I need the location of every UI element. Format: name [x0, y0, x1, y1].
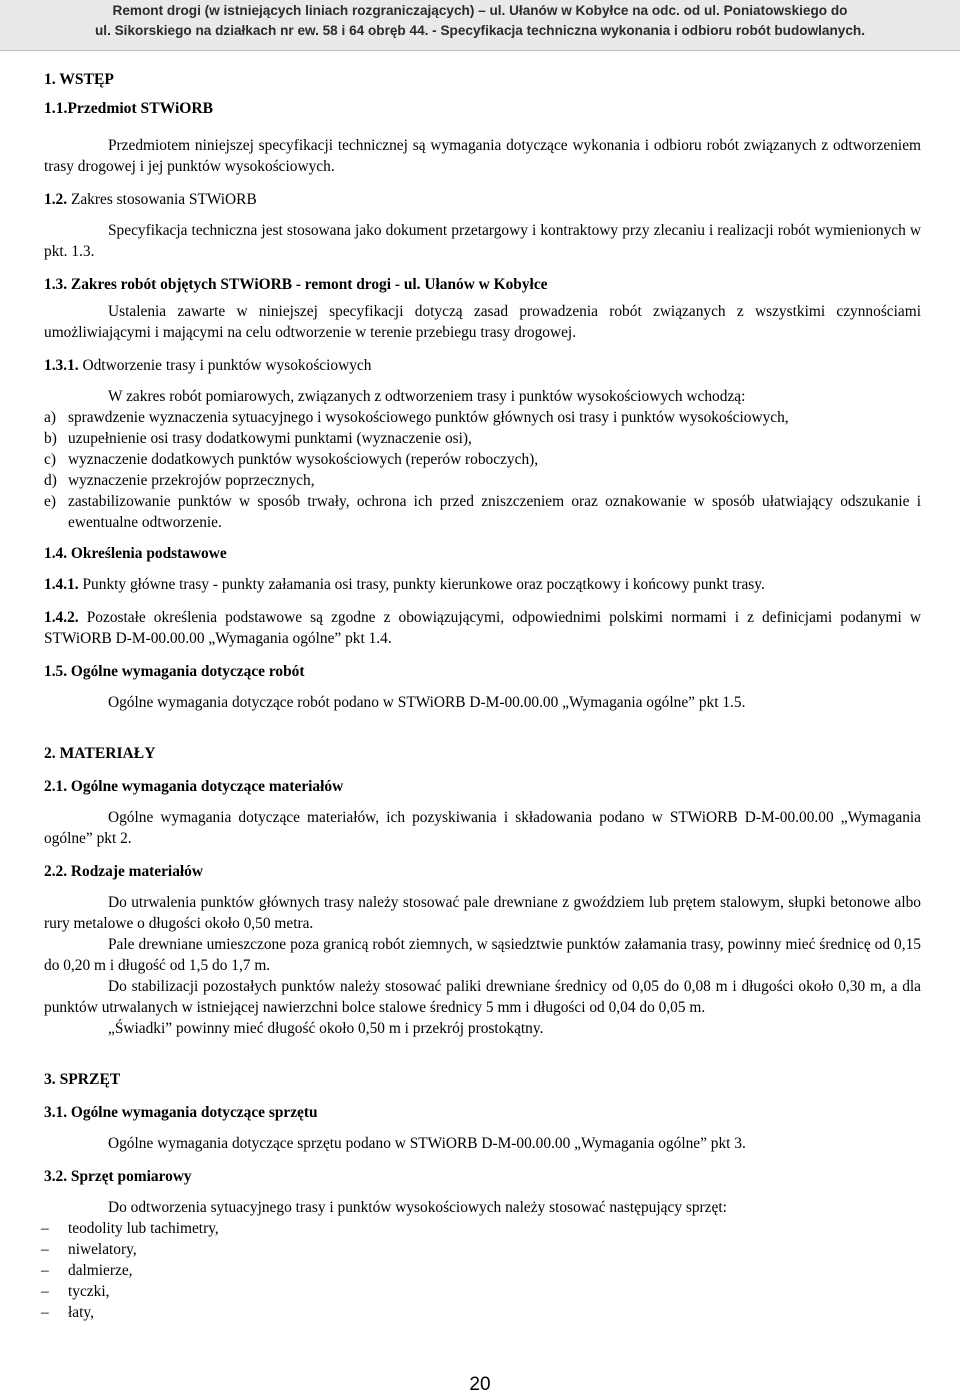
list-item: – łaty, — [41, 1304, 94, 1321]
section-1-3-1-heading — [44, 355, 921, 376]
dash-marker: – — [41, 1304, 49, 1321]
section-2-2-paragraph-4: „Świadki” powinny mieć długość około 0,50 m i przekrój prostokątny. — [108, 1020, 544, 1037]
section-1-4-1-number: 1.4.1. — [44, 576, 79, 593]
section-1-5-heading: 1.5. Ogólne wymagania dotyczące robót — [44, 663, 305, 680]
section-1-2-number: 1.2. — [44, 191, 68, 208]
list-item: e) zastabilizowanie punktów w sposób trwały, ochrona ich przed zniszczeniem oraz oznakowanie w sposób ułatwiający odszukanie i ewentualne odtworzenie. — [44, 493, 921, 531]
section-1-3-text: Ustalenia zawarte w niniejszej specyfikacji dotyczą zasad prowadzenia robót związanych z wszystkimi czynnościami umożliwiającymi i mającymi na celu odtworzenie w terenie przebiegu trasy drogowej. — [44, 303, 921, 341]
dash-marker: – — [41, 1283, 49, 1300]
dash-marker: – — [41, 1241, 49, 1258]
section-2-1-text: Ogólne wymagania dotyczące materiałów, ich pozyskiwania i składowania podano w STWiORB D-M-00.00.00 „Wymagania ogólne” pkt 2. — [44, 809, 921, 847]
section-1-1-text: Przedmiotem niniejszej specyfikacji technicznej są wymagania dotyczące wykonania i odbioru robót związanych z odtworzeniem trasy drogowej i jej punktów wysokościowych. — [44, 137, 921, 175]
section-2-2-paragraph-2: Pale drewniane umieszczone poza granicą robót ziemnych, w sąsiedztwie punktów załamania trasy, powinny mieć średnicę od 0,15 do 0,20 m i długość od 1,5 do 1,7 m. — [44, 936, 921, 974]
header-line-2: ul. Sikorskiego na działkach nr ew. 58 i 64 obręb 44. - Specyfikacja techniczna wykonania i odbioru robót budowlanych. — [94, 23, 865, 38]
section-1-1-heading: 1.1.Przedmiot STWiORB — [44, 100, 214, 117]
list-item: – dalmierze, — [41, 1262, 133, 1279]
section-1-4-1-text: Punkty główne trasy - punkty załamania osi trasy, punkty kierunkowe oraz początkowy i końcowy punkt trasy. — [82, 576, 765, 593]
list-item: d) wyznaczenie przekrojów poprzecznych, — [44, 472, 315, 489]
list-item: – teodolity lub tachimetry, — [41, 1220, 219, 1237]
section-1-3-1-title: Odtworzenie trasy i punktów wysokościowych — [82, 357, 372, 374]
section-1-2-title: Zakres stosowania STWiORB — [70, 191, 257, 208]
section-1-3-1-list — [44, 407, 921, 533]
section-3-2-text: Do odtworzenia sytuacyjnego trasy i punktów wysokościowych należy stosować następujący sprzęt: — [108, 1199, 727, 1216]
section-2-2-paragraph-3: Do stabilizacji pozostałych punktów należy stosować paliki drewniane średnicy od 0,05 do 0,08 m i długości około 0,30 m, a dla punktów utrwalanych w istniejącej nawierzchni bolce stalowe średnicy 5 mm i długości od 0,04 do 0,05 m. — [44, 978, 921, 1016]
section-1-4-2-number: 1.4.2. — [44, 609, 79, 626]
header-line-1: Remont drogi (w istniejących liniach rozgraniczających) – ul. Ułanów w Kobyłce na odc. od ul. Poniatowskiego do — [112, 3, 848, 18]
dash-marker: – — [41, 1220, 49, 1237]
section-3-2-heading: 3.2. Sprzęt pomiarowy — [44, 1168, 192, 1185]
section-2-heading: 2. MATERIAŁY — [44, 745, 156, 762]
section-1-5-text: Ogólne wymagania dotyczące robót podano w STWiORB D-M-00.00.00 „Wymagania ogólne” pkt 1.5. — [108, 694, 746, 711]
page-number: 20 — [469, 1374, 491, 1395]
section-2-2-heading: 2.2. Rodzaje materiałów — [44, 863, 203, 880]
running-header — [0, 0, 960, 51]
section-1-heading: 1. WSTĘP — [44, 71, 114, 88]
equipment-list — [41, 1218, 921, 1323]
section-1-2-heading — [44, 189, 921, 210]
dash-marker: – — [41, 1262, 49, 1279]
section-1-4-heading: 1.4. Określenia podstawowe — [44, 545, 227, 562]
section-1-4-2-text: Pozostałe określenia podstawowe są zgodne z obowiązującymi, odpowiednimi polskimi normami i z definicjami podanymi w STWiORB D-M-00.00.00 „Wymagania ogólne” pkt 1.4. — [44, 609, 921, 647]
document-body — [41, 60, 921, 1323]
section-1-3-1-number: 1.3.1. — [44, 357, 79, 374]
section-3-heading: 3. SPRZĘT — [44, 1071, 121, 1088]
section-3-1-text: Ogólne wymagania dotyczące sprzętu podano w STWiORB D-M-00.00.00 „Wymagania ogólne” pkt 3. — [108, 1135, 746, 1152]
section-1-2-text: Specyfikacja techniczna jest stosowana jako dokument przetargowy i kontraktowy przy zlecaniu i realizacji robót wymienionych w pkt. 1.3. — [44, 222, 921, 260]
list-item: a) sprawdzenie wyznaczenia sytuacyjnego i wysokościowego punktów głównych osi trasy i punktów wysokościowych, — [44, 409, 789, 426]
section-3-1-heading: 3.1. Ogólne wymagania dotyczące sprzętu — [44, 1104, 318, 1121]
section-1-4-1 — [44, 574, 921, 595]
list-item: – niwelatory, — [41, 1241, 137, 1258]
section-2-1-heading: 2.1. Ogólne wymagania dotyczące materiałów — [44, 778, 344, 795]
section-2-2-paragraph-1: Do utrwalenia punktów głównych trasy należy stosować pale drewniane z gwoździem lub prętem stalowym, słupki betonowe albo rury metalowe o długości około 0,50 metra. — [44, 894, 921, 932]
list-item: b) uzupełnienie osi trasy dodatkowymi punktami (wyznaczenie osi), — [44, 430, 472, 447]
section-1-4-2 — [44, 607, 921, 649]
list-item: – tyczki, — [41, 1283, 110, 1300]
list-item: c) wyznaczenie dodatkowych punktów wysokościowych (reperów roboczych), — [44, 451, 539, 468]
section-1-3-1-text: W zakres robót pomiarowych, związanych z odtworzeniem trasy i punktów wysokościowych wchodzą: — [108, 388, 746, 405]
section-1-3-heading: 1.3. Zakres robót objętych STWiORB - remont drogi - ul. Ułanów w Kobyłce — [44, 276, 548, 293]
